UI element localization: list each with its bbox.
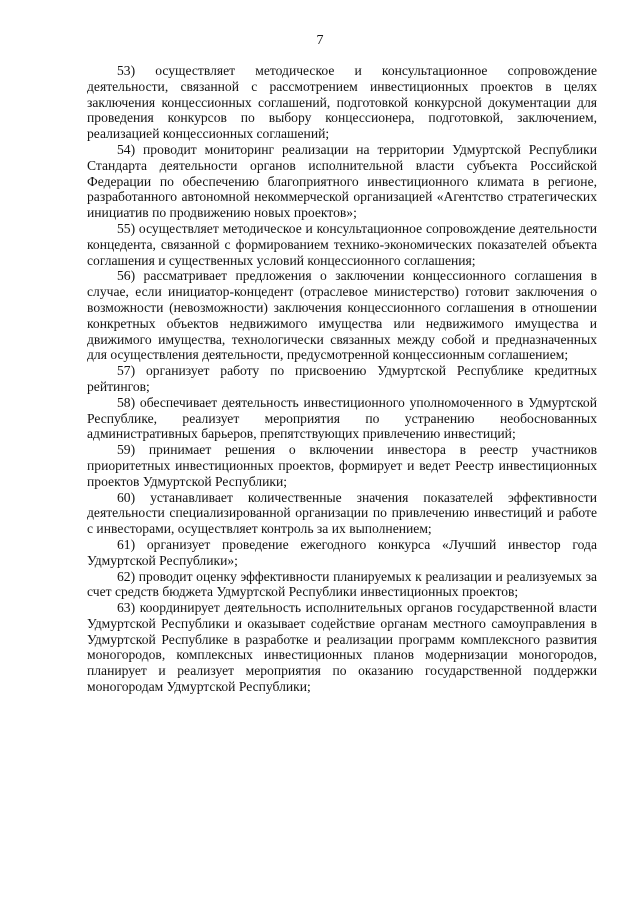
paragraph-62: 62) проводит оценку эффективности планируемых к реализации и реализуемых за счет средств бюджета Удмуртской Республики инвестиционных проектов;: [87, 568, 597, 600]
page-number: 7: [316, 33, 324, 48]
paragraph-57: 57) организует работу по присвоению Удмуртской Республике кредитных рейтингов;: [87, 363, 597, 394]
paragraph-60: 60) устанавливает количественные значения показателей эффективности деятельности специализированной организации по привлечению инвестиций и работе с инвесторами, осуществляет контроль за их выполнением;: [87, 489, 597, 537]
paragraph-53: 53) осуществляет методическое и консультационное сопровождение деятельности, связанной с рассмотрением инвестиционных проектов в целях заключения концессионных соглашений, подготовкой конкурсной документации для проведения конкурсов по выбору концессионера, подготовкой, заключением, реализацией концессионных соглашений;: [87, 63, 597, 142]
paragraph-61: 61) организует проведение ежегодного конкурса «Лучший инвестор года Удмуртской Республики»;: [87, 536, 597, 568]
paragraph-59: 59) принимает решения о включении инвестора в реестр участников приоритетных инвестиционных проектов, формирует и ведет Реестр инвестиционных проектов Удмуртской Республики;: [87, 442, 597, 489]
paragraph-63: 63) координирует деятельность исполнительных органов государственной власти Удмуртской Республики и оказывает содействие органам местного самоуправления в Удмуртской Республике в разработке и реализации программ комплексного развития моногородов, комплексных инвестиционных планов модернизации моногородов, планирует и реализует мероприятия по оказанию государственной поддержки моногородам Удмуртской Республики;: [87, 600, 597, 695]
paragraph-55: 55) осуществляет методическое и консультационное сопровождение деятельности концедента, связанной с формированием технико-экономических показателей объекта соглашения и существенных условий концессионного соглашения;: [87, 220, 597, 268]
paragraph-56: 56) рассматривает предложения о заключении концессионного соглашения в случае, если инициатор-концедент (отраслевое министерство) готовит заключения о возможности (невозможности) заключения концессионного соглашения в отношении конкретных объектов недвижимого имущества или недвижимого имущества и движимого имущества, технологически связанных между собой и предназначенных для осуществления деятельности, предусмотренной концессионным соглашением;: [87, 268, 597, 363]
document-body: [87, 63, 597, 695]
paragraph-58: 58) обеспечивает деятельность инвестиционного уполномоченного в Удмуртской Республике, реализует мероприятия по устранению необоснованных административных барьеров, препятствующих привлечению инвестиций;: [87, 394, 597, 442]
paragraph-54: 54) проводит мониторинг реализации на территории Удмуртской Республики Стандарта деятельности органов исполнительной власти субъекта Российской Федерации по обеспечению благоприятного инвестиционного климата в регионе, разработанного автономной некоммерческой организацией «Агентство стратегических инициатив по продвижению новых проектов»;: [87, 141, 597, 221]
